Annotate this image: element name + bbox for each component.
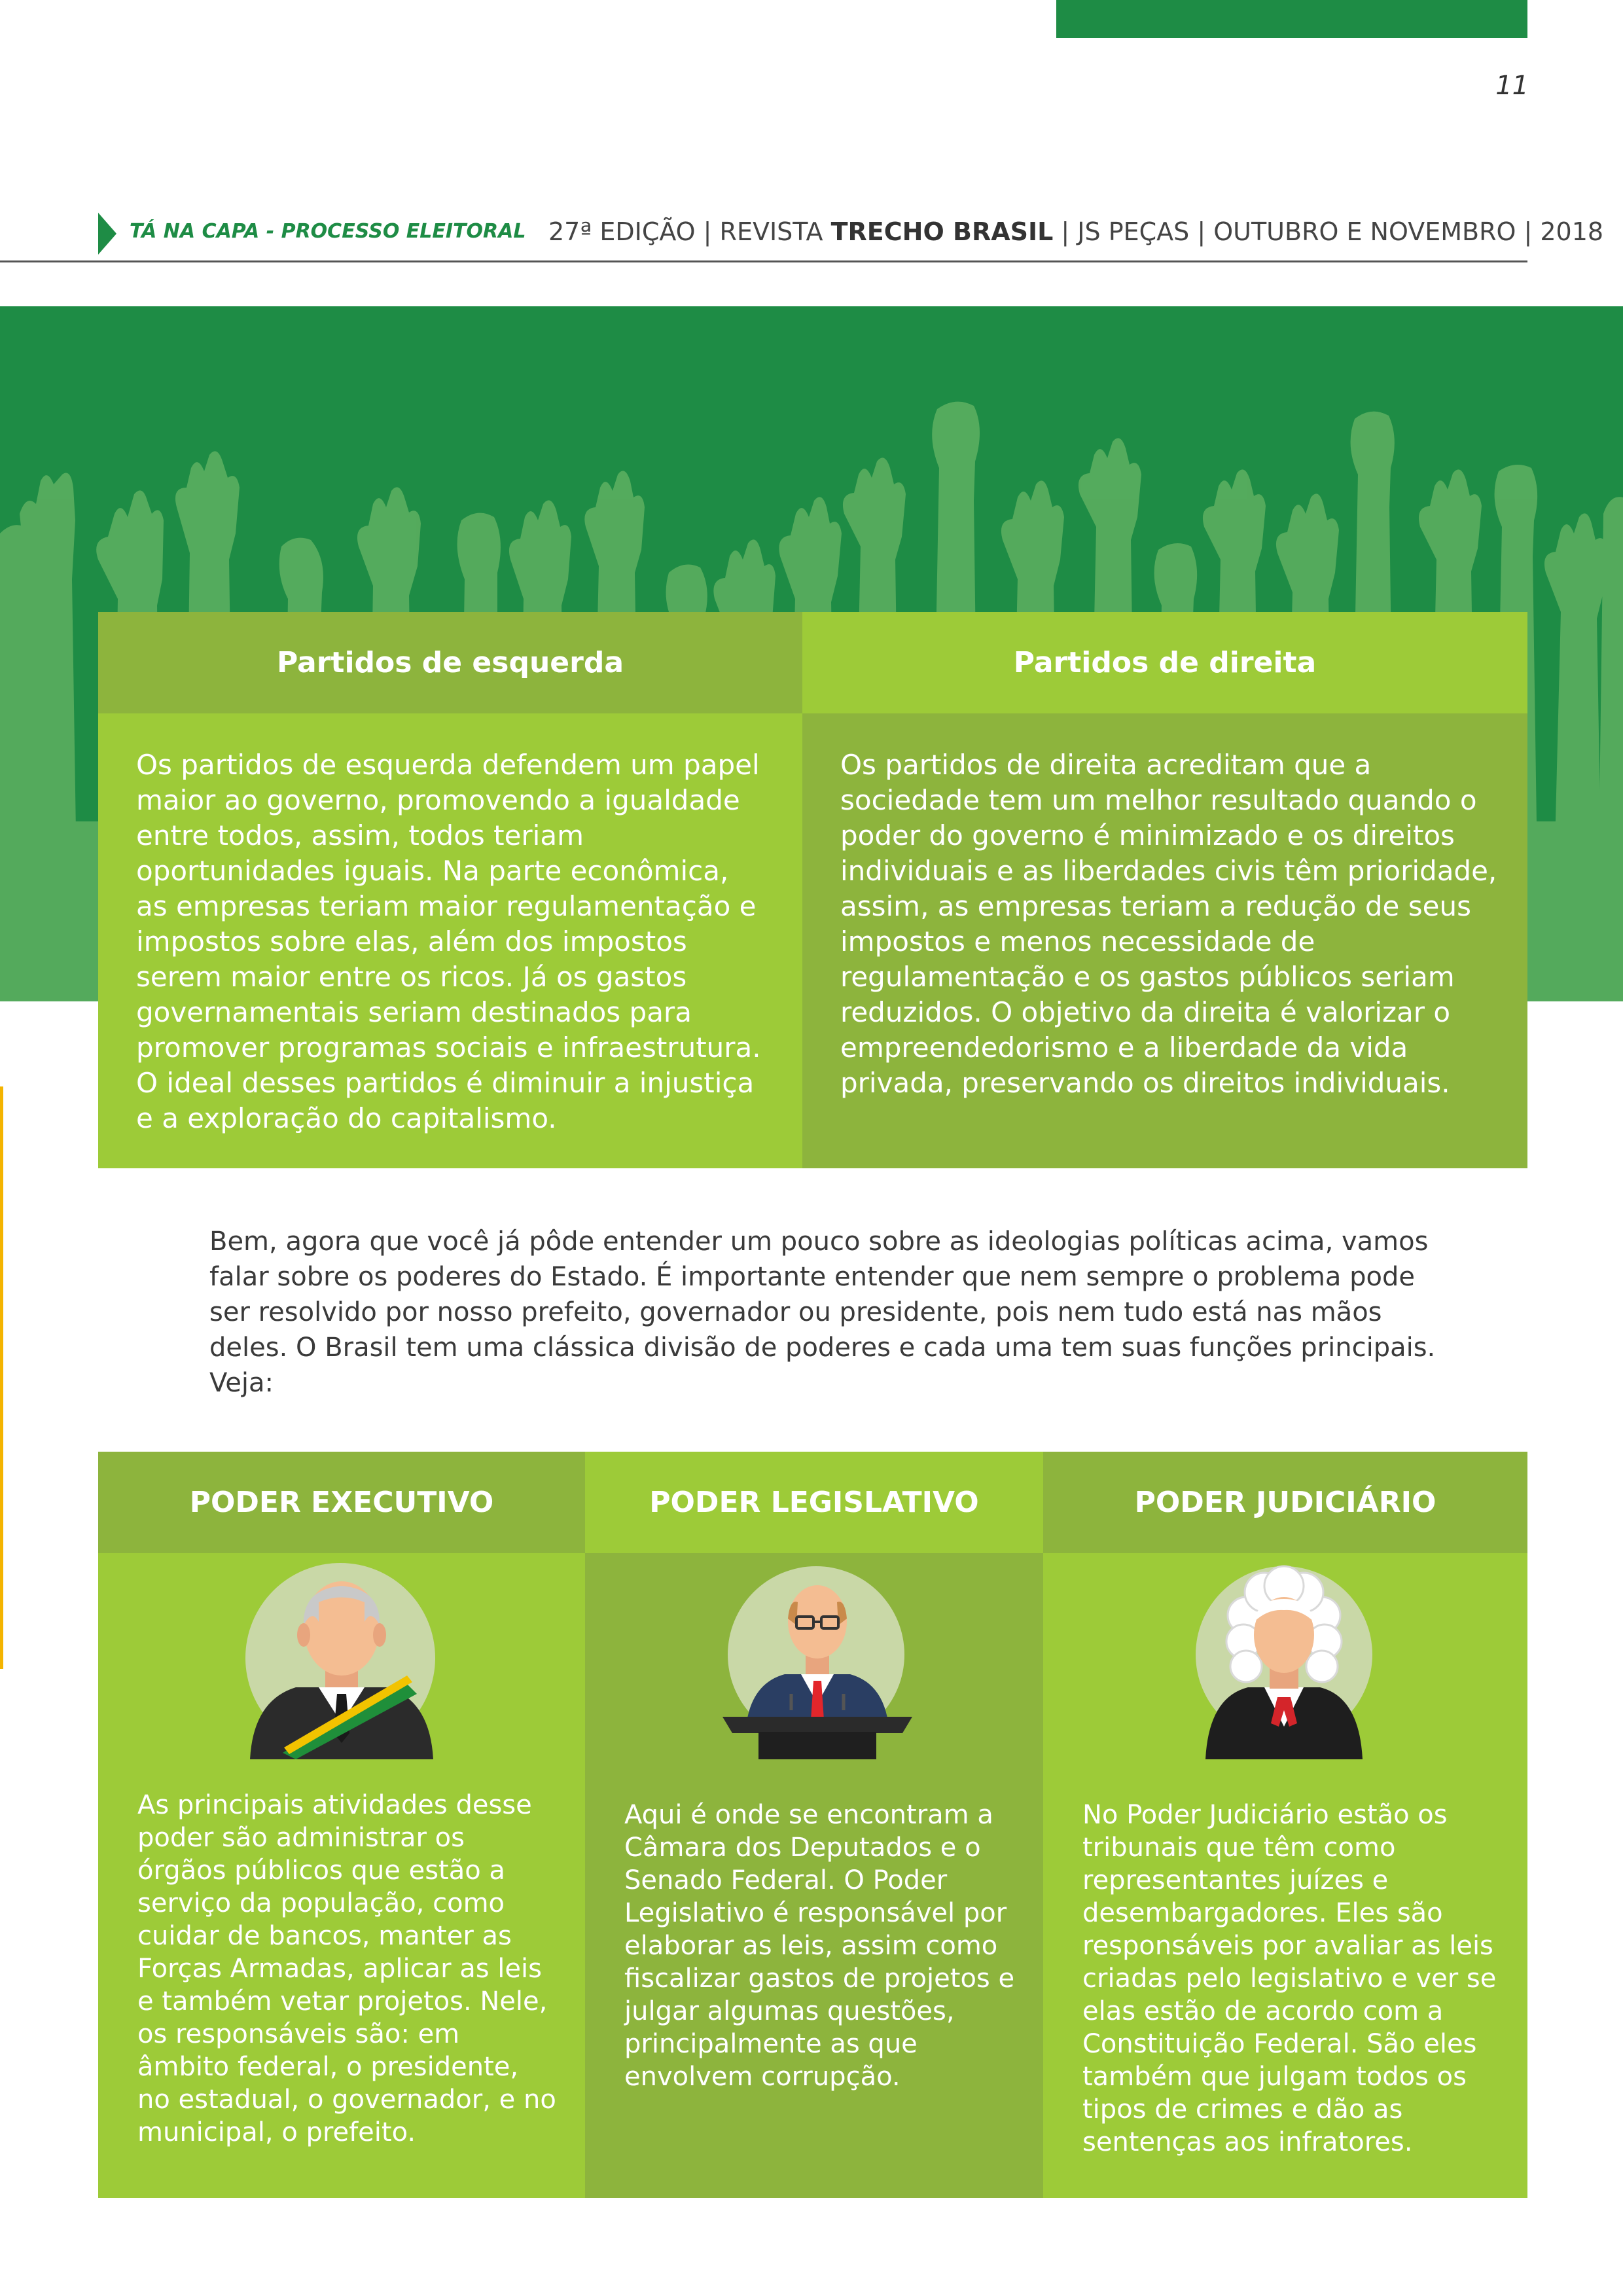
president-with-sash-icon — [243, 1563, 440, 1759]
issue-info — [548, 217, 1604, 246]
side-accent-line — [0, 1086, 3, 1669]
intro-paragraph: Bem, agora que você já pôde entender um pouco sobre as ideologias políticas acima, vamos falar sobre os poderes do Estado. É importante entender que nem sempre o problema pode ser resolvido por nosso prefeito, governador ou presidente, pois nem tudo está nas mãos deles. O Brasil tem uma clássica divisão de poderes e cada uma tem suas funções principais. Veja: — [209, 1227, 1436, 1398]
left-parties-title: Partidos de esquerda — [98, 612, 802, 713]
issue-suffix: | JS PEÇAS | OUTUBRO E NOVEMBRO | 2018 — [1053, 217, 1604, 246]
header-divider — [0, 260, 1527, 262]
judiciary-power-box — [1043, 1553, 1527, 2198]
magazine-name: TRECHO BRASIL — [830, 217, 1054, 246]
issue-prefix: 27ª EDIÇÃO | REVISTA — [548, 217, 831, 246]
right-parties-text: Os partidos de direita acreditam que a sociedade tem um melhor resultado quando o poder do governo é minimizado e os direitos individuais e as liberdades civis têm prioridade, assim, as empresas teriam a redução de seus impostos e menos necessidade de regulamentação e os gastos públicos seriam reduzidos. O objetivo da direita é valorizar o empreendedorismo e a liberdade da vida privada, preservando os direitos individuais. — [840, 749, 1497, 1099]
executive-power-box — [98, 1553, 585, 2198]
left-parties-box — [98, 713, 802, 1168]
left-parties-text: Os partidos de esquerda defendem um papel maior ao governo, promovendo a igualdade entre todos, assim, todos teriam oportunidades iguais. Na parte econômica, as empresas teriam maior regulamentação e impostos sobre elas, além dos impostos serem maior entre os ricos. Já os gastos governamentais seriam destinados para promover programas sociais e infraestrutura. O ideal desses partidos é diminuir a injustiça e a exploração do capitalismo. — [136, 749, 761, 1134]
judge-with-wig-icon — [1186, 1563, 1382, 1759]
section-arrow-icon — [98, 213, 116, 255]
page-number: 11 — [1495, 71, 1529, 101]
speaker-at-podium-icon — [719, 1563, 916, 1759]
right-parties-title: Partidos de direita — [802, 612, 1527, 713]
legislative-power-text: Aqui é onde se encontram a Câmara dos Deputados e o Senado Federal. O Poder Legislativo é responsável por elaborar as leis, assim como fiscalizar gastos de projetos e julgar algumas questões, principalmente as que envolvem corrupção. — [624, 1800, 1015, 2092]
judiciary-power-text: No Poder Judiciário estão os tribunais que têm como representantes juízes e desembargadores. Eles são responsáveis por avaliar as leis criadas pelo legislativo e ver se elas estão de acordo com a Constituição Federal. São eles também que julgam todos os tipos de crimes e dão as sentenças aos infratores. — [1082, 1800, 1497, 2157]
executive-power-title: PODER EXECUTIVO — [98, 1452, 585, 1553]
legislative-power-title: PODER LEGISLATIVO — [585, 1452, 1043, 1553]
judiciary-power-title: PODER JUDICIÁRIO — [1043, 1452, 1527, 1553]
top-color-bar — [1056, 0, 1527, 38]
right-parties-box — [802, 713, 1527, 1168]
executive-power-text: As principais atividades desse poder são administrar os órgãos públicos que estão a serviço da população, como cuidar de bancos, manter as Forças Armadas, aplicar as leis e também vetar projetos. Nele, os responsáveis são: em âmbito federal, o presidente, no estadual, o governador, e no municipal, o prefeito. — [137, 1790, 556, 2147]
section-label: TÁ NA CAPA - PROCESSO ELEITORAL — [130, 220, 526, 243]
legislative-power-box — [585, 1553, 1043, 2198]
